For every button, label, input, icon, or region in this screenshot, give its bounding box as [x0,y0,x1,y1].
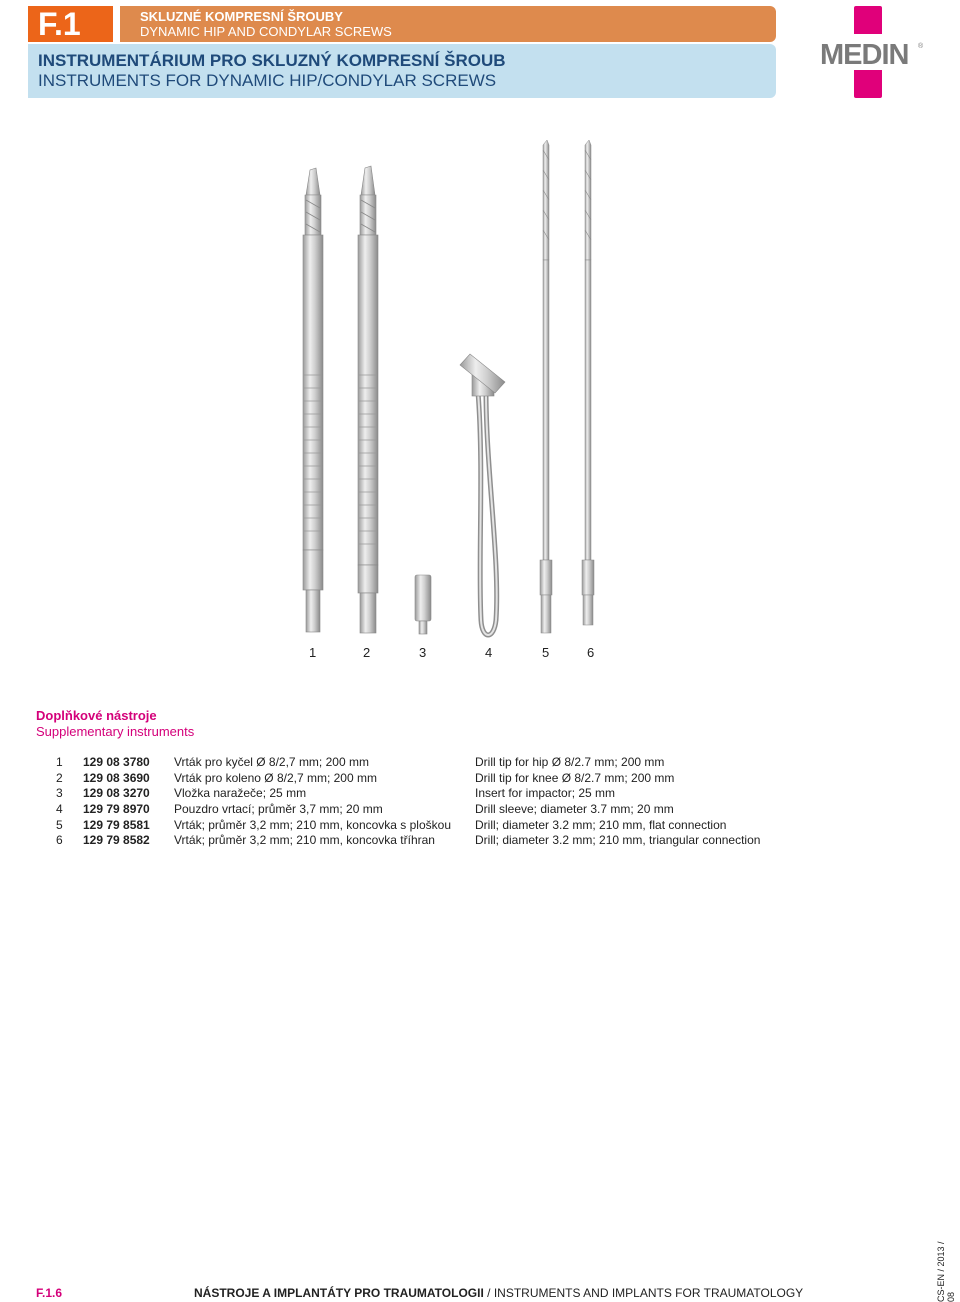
item-description-cz: Vrták; průměr 3,2 mm; 210 mm, koncovka s ploškou [174,817,451,832]
item-number: 5 [56,817,63,832]
footer-separator: / [487,1286,491,1300]
figure-number: 4 [485,645,493,660]
item-description-cz: Vložka naražeče; 25 mm [174,786,307,801]
logo-text: MEDIN [820,39,909,71]
item-number: 6 [56,833,63,848]
item-code: 129 79 8581 [83,817,150,832]
item-number: 3 [56,786,63,801]
item-code: 129 08 3690 [83,770,150,785]
item-code: 129 79 8582 [83,833,150,848]
footer-ref [36,1286,62,1300]
list-item [56,802,936,818]
item-description-en: Drill tip for knee Ø 8/2.7 mm; 200 mm [475,770,675,785]
page-title-cz: INSTRUMENTÁRIUM PRO SKLUZNÝ KOMPRESNÍ ŠROUB [38,51,506,70]
item-description-cz: Vrták; průměr 3,2 mm; 210 mm, koncovka tříhran [174,833,435,848]
item-code: 129 08 3780 [83,755,150,769]
item-description-en: Drill sleeve; diameter 3.7 mm; 20 mm [475,802,674,817]
item-number: 1 [56,755,63,769]
item-code: 129 79 8970 [83,802,150,817]
figure-number: 1 [309,645,317,660]
item-description-en: Insert for impactor; 25 mm [475,786,616,801]
document-code: CS-EN / 2013 / 08 [936,1241,956,1302]
item-description-en: Drill tip for hip Ø 8/2.7 mm; 200 mm [475,755,665,769]
figure-number: 2 [363,645,371,660]
instrument-1-hip-drill [303,168,323,632]
list-item [56,786,936,802]
section-badge: F.1 [28,6,113,42]
figure-number: 3 [419,645,427,660]
page-reference: F.1.6 [36,1286,63,1300]
instrument-2-knee-drill [358,166,378,633]
instrument-3-insert [415,575,431,634]
supplementary-heading [36,708,194,740]
footer-title [194,1286,803,1300]
list-item [56,818,936,834]
section-title-cz: SKLUZNÉ KOMPRESNÍ ŠROUBY [140,9,343,24]
instrument-5-drill-flat [540,140,552,633]
item-list [56,755,936,849]
instrument-4-drill-sleeve [460,354,505,635]
instrument-6-drill-triangular [582,140,594,625]
list-item [56,833,936,849]
item-description-cz: Vrták pro kyčel Ø 8/2,7 mm; 200 mm [174,755,369,769]
item-description-cz: Vrták pro koleno Ø 8/2,7 mm; 200 mm [174,770,377,785]
item-description-en: Drill; diameter 3.2 mm; 210 mm, triangular connection [475,833,761,848]
footer-title-cz: NÁSTROJE A IMPLANTÁTY PRO TRAUMATOLOGII [194,1286,484,1300]
figure-number: 6 [587,645,595,660]
page-title-en: INSTRUMENTS FOR DYNAMIC HIP/CONDYLAR SCREWS [38,71,497,90]
supplementary-title-cz: Doplňkové nástroje [36,708,157,723]
footer-title-en: INSTRUMENTS AND IMPLANTS FOR TRAUMATOLOGY [493,1286,804,1300]
instruments-illustration [0,0,960,640]
item-number: 4 [56,802,63,817]
list-item [56,755,936,771]
logo-registered: ® [918,43,924,50]
item-code: 129 08 3270 [83,786,150,801]
section-title-en: DYNAMIC HIP AND CONDYLAR SCREWS [140,24,392,39]
item-number: 2 [56,770,63,785]
item-description-en: Drill; diameter 3.2 mm; 210 mm, flat connection [475,817,727,832]
list-item [56,771,936,787]
figure-number: 5 [542,645,550,660]
item-description-cz: Pouzdro vrtací; průměr 3,7 mm; 20 mm [174,802,383,817]
figure-numbers [0,645,960,665]
supplementary-title-en: Supplementary instruments [36,724,195,739]
